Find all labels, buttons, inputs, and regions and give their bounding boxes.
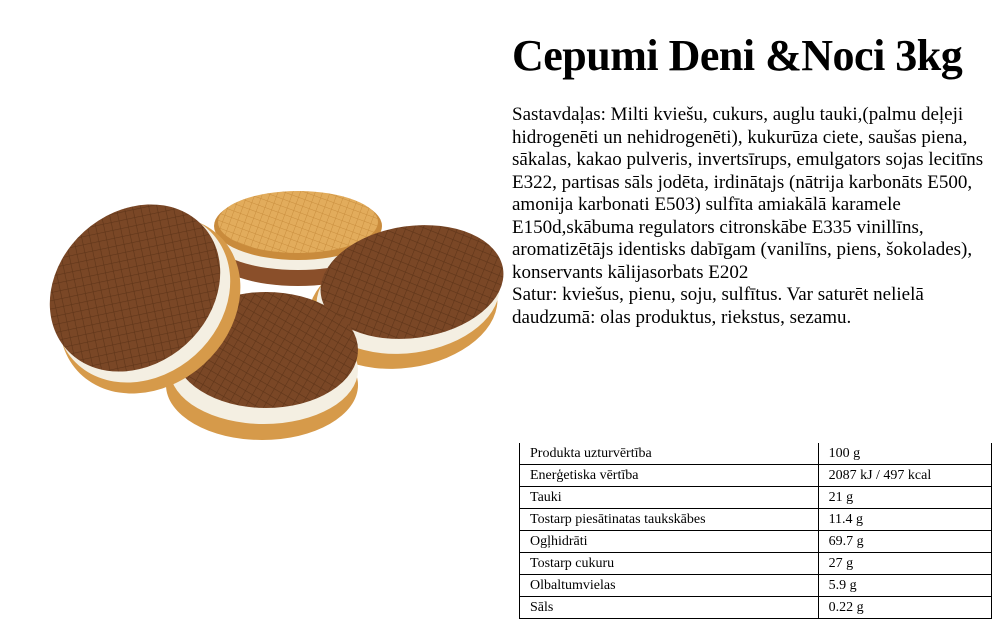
nutrition-row-label: Olbaltumvielas [520, 575, 819, 597]
composition-paragraph: Sastavdaļas: Milti kviešu, cukurs, auglu tauki,(palmu deļeji hidrogenēti un nehidrogenēti), kukurūza ciete, saušas piena, sākalas, kakao pulveris, invertsīrups, emulgators sojas lecitīns E322, partisas sāls jodēta, irdinātajs (nātrija karbonāts E500, amonija karbonati E503) sulfīta amiakālā karamele E150d,skābuma regulators citronskābe E335 vinillīns, aromatizētājs identisks dabīgam (vanilīns, piens, šokolades), konservants kālijasorbats E202 [512, 104, 984, 283]
nutrition-row-value: 2087 kJ / 497 kcal [818, 465, 991, 487]
nutrition-row-value: 21 g [818, 487, 991, 509]
nutrition-row-label: Sāls [520, 597, 819, 619]
nutrition-row [520, 487, 992, 509]
nutrition-row-value: 69.7 g [818, 531, 991, 553]
nutrition-row-value: 100 g [818, 443, 991, 465]
nutrition-row-label: Tostarp piesātinatas taukskābes [520, 509, 819, 531]
nutrition-row-label: Produkta uzturvērtība [520, 443, 819, 465]
product-image [40, 170, 510, 460]
allergens-paragraph: Satur: kviešus, pienu, soju, sulfītus. Var saturēt nelielā daudzumā: olas produktus, riekstus, sezamu. [512, 284, 924, 328]
nutrition-row-label: Tauki [520, 487, 819, 509]
ingredients-text [512, 104, 990, 329]
nutrition-row-value: 11.4 g [818, 509, 991, 531]
nutrition-row-label: Tostarp cukuru [520, 553, 819, 575]
nutrition-row [520, 553, 992, 575]
nutrition-row-value: 27 g [818, 553, 991, 575]
nutrition-row-label: Ogļhidrāti [520, 531, 819, 553]
nutrition-row-value: 0.22 g [818, 597, 991, 619]
nutrition-row-label: Enerģetiska vērtība [520, 465, 819, 487]
nutrition-row-value: 5.9 g [818, 575, 991, 597]
nutrition-table [519, 443, 992, 619]
product-title: Cepumi Deni &Noci 3kg [512, 31, 963, 80]
nutrition-row [520, 443, 992, 465]
nutrition-row [520, 509, 992, 531]
nutrition-row [520, 575, 992, 597]
nutrition-row [520, 597, 992, 619]
nutrition-row [520, 531, 992, 553]
nutrition-row [520, 465, 992, 487]
